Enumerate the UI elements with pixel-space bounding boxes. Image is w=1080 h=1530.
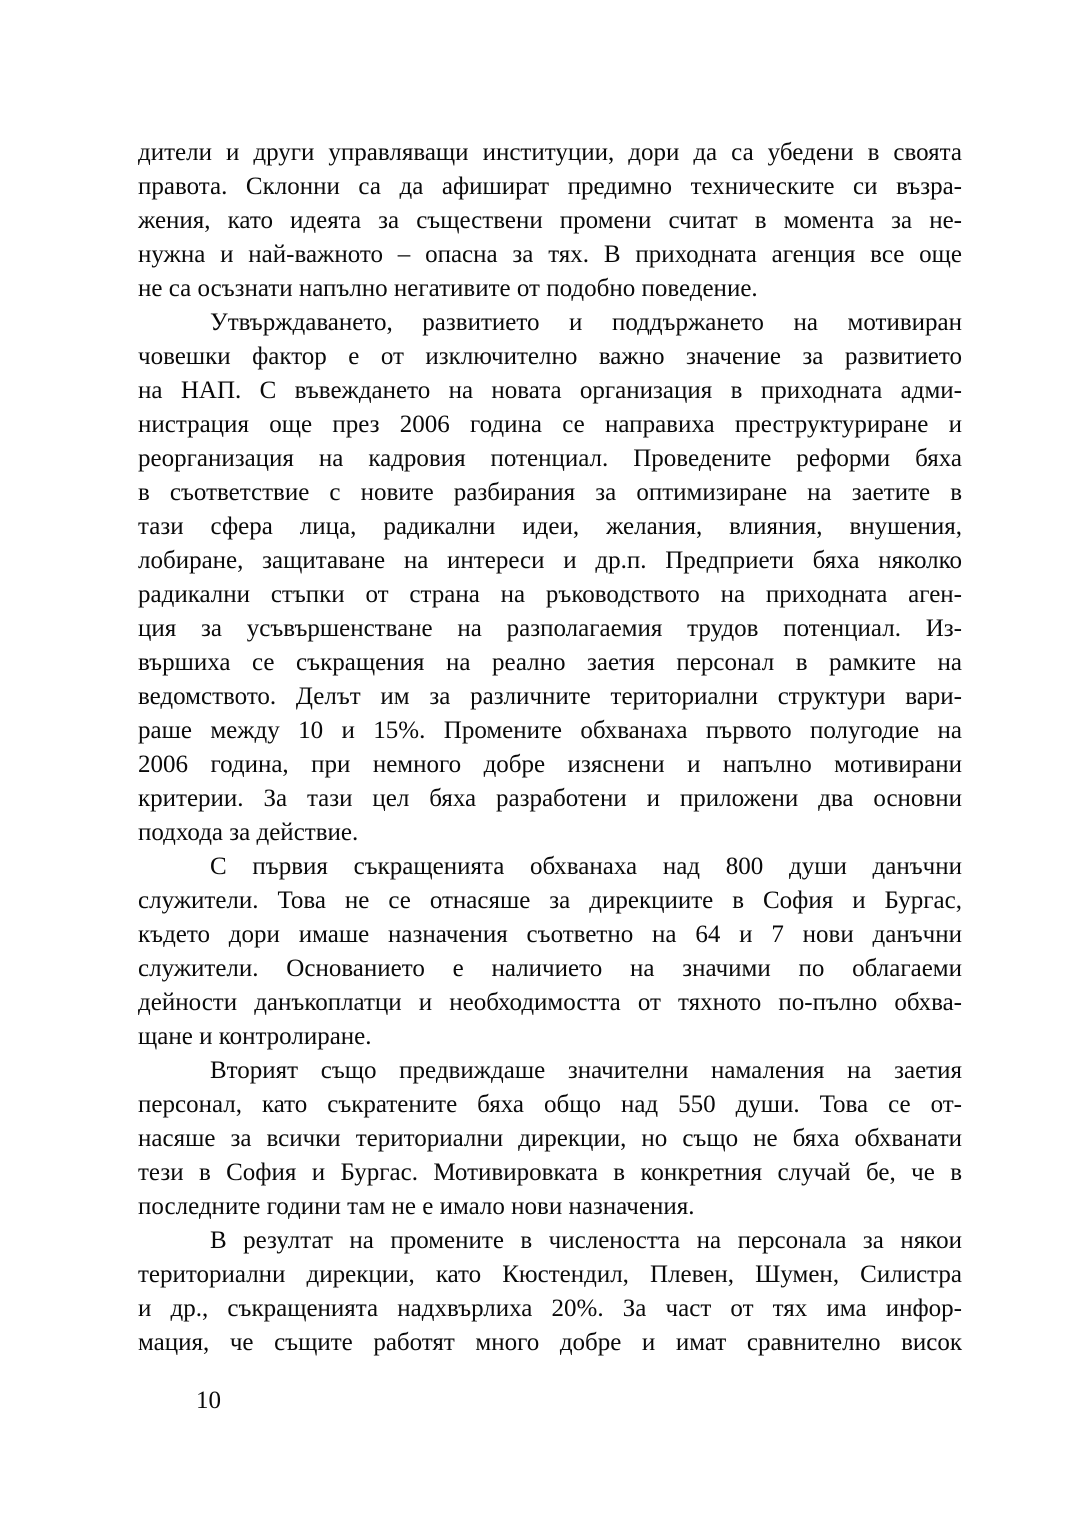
text-line: критерии. За тази цел бяха разработени и приложени два основни [138,785,962,812]
text-line: Вторият също предвиждаше значителни намаления на заетия [210,1057,962,1084]
text-line: нужна и най-важното – опасна за тях. В приходната агенция все още [138,241,962,268]
text-line: лобиране, защитаване на интереси и др.п. Предприети бяха няколко [138,547,962,574]
text-line: С първия съкращенията обхванаха над 800 души данъчни [210,853,962,880]
text-line: правота. Склонни са да афишират предимно техническите си възра- [138,173,962,200]
text-line: щане и контролиране. [138,1023,372,1050]
text-line: подхода за действие. [138,819,359,846]
text-line: раше между 10 и 15%. Промените обхванаха първото полугодие на [138,717,962,744]
text-line: ведомството. Делът им за различните териториални структури вари- [138,683,962,710]
text-line: Утвърждаването, развитието и поддържането на мотивиран [210,309,962,336]
page-number: 10 [196,1387,221,1414]
text-line: човешки фактор е от изключително важно значение за развитието [138,343,962,370]
text-line: служители. Това не се отнасяше за дирекциите в София и Бургас, [138,887,962,914]
text-line: служители. Основанието е наличието на значими по облагаеми [138,955,962,982]
text-line: реорганизация на кадровия потенциал. Проведените реформи бяха [138,445,962,472]
text-line: радикални стъпки от страна на ръководството на приходната аген- [138,581,962,608]
text-line: вършиха се съкращения на реално заетия персонал в рамките на [138,649,962,676]
text-line: дейности данъкоплатци и необходимостта от тяхното по-пълно обхва- [138,989,962,1016]
text-line: последните години там не е имало нови назначения. [138,1193,695,1220]
text-line: териториални дирекции, като Кюстендил, Плевен, Шумен, Силистра [138,1261,962,1288]
text-line: дители и други управляващи институции, дори да са убедени в своята [138,139,962,166]
text-line: в съответствие с новите разбирания за оптимизиране на заетите в [138,479,962,506]
text-line: не са осъзнати напълно негативите от подобно поведение. [138,275,758,302]
text-line: персонал, като съкратените бяха общо над 550 души. Това се от- [138,1091,962,1118]
text-line: тази сфера лица, радикални идеи, желания, влияния, внушения, [138,513,962,540]
text-line: насяше за всички териториални дирекции, но също не бяха обхванати [138,1125,962,1152]
text-line: 2006 година, при немного добре изяснени и напълно мотивирани [138,751,962,778]
text-line: където дори имаше назначения съответно на 64 и 7 нови данъчни [138,921,962,948]
text-line: жения, като идеята за съществени промени считат в момента за не- [138,207,962,234]
text-line: и др., съкращенията надхвърлиха 20%. За част от тях има инфор- [138,1295,962,1322]
text-line: мация, че същите работят много добре и имат сравнително висок [138,1329,962,1356]
text-line: В резултат на промените в числеността на персонала за някои [210,1227,962,1254]
text-line: нистрация още през 2006 година се направиха преструктуриране и [138,411,962,438]
text-line: на НАП. С въвеждането на новата организация в приходната адми- [138,377,962,404]
text-line: ция за усъвършенстване на разполагаемия трудов потенциал. Из- [138,615,962,642]
body-text [138,136,962,1360]
text-line: тези в София и Бургас. Мотивировката в конкретния случай бе, че в [138,1159,962,1186]
